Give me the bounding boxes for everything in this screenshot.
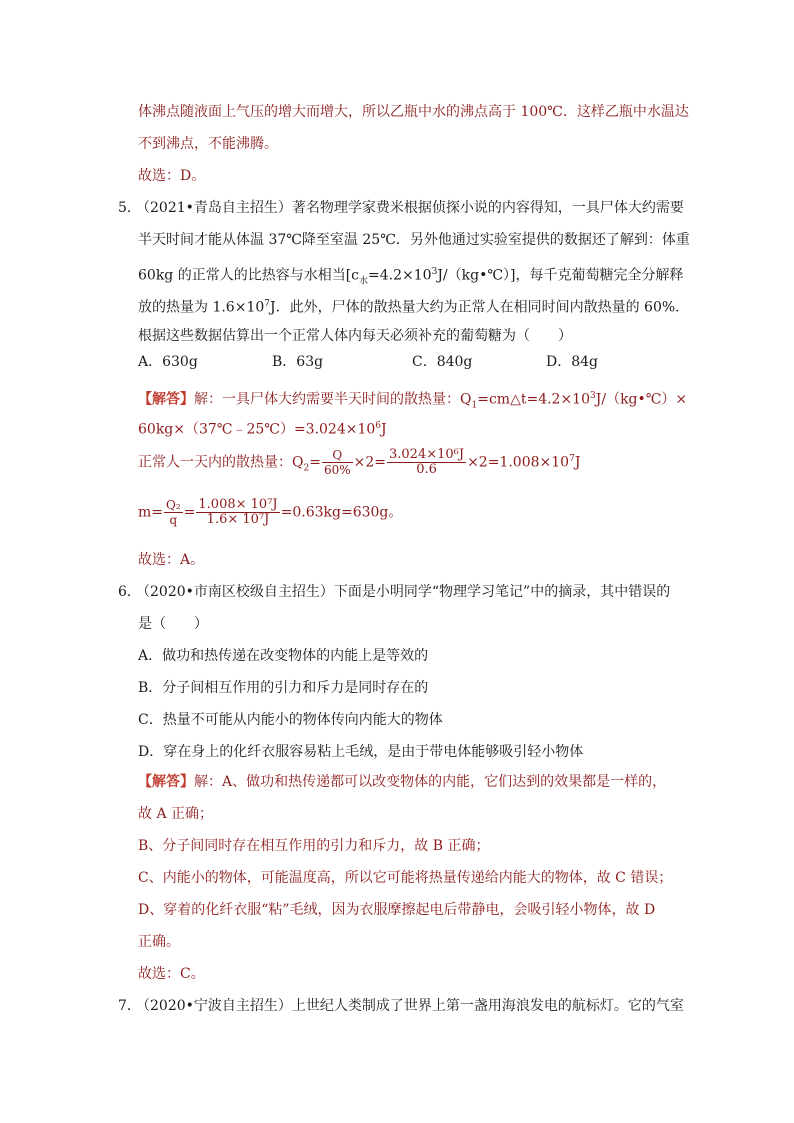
q5-sol3-fraction-1	[322, 448, 353, 477]
q6-option-a: A．做功和热传递在改变物体的内能上是等效的	[138, 648, 429, 664]
q5-sol1-b: =cm△t=4.2×10	[477, 391, 590, 408]
q6-solution-line-2: 故 A 正确；	[138, 806, 214, 822]
q5-stem-line-4	[138, 294, 689, 318]
q5-sol4-fraction-1-num: Q₂	[166, 498, 181, 512]
q5-stem-line-3-b: =4.2×10	[368, 267, 432, 284]
q5-sol4-c: =0.63kg=630g。	[280, 504, 403, 521]
q5-stem-line-4-a: 放的热量为 1.6×10	[138, 299, 265, 316]
q5-sol1-c: J/（kg•℃）×	[595, 391, 688, 408]
q5-sol1-sub: 1	[471, 400, 478, 411]
q6-solution-line-6: 正确。	[138, 934, 180, 950]
q5-sol4-fraction-2-num: 1.008× 10⁷J	[198, 497, 278, 512]
q6-solution-tag: 【解答】	[138, 774, 194, 790]
q5-solution-tag: 【解答】	[138, 391, 194, 408]
q5-sol3-fraction-2	[387, 448, 466, 477]
q5-solution-line-2	[138, 416, 387, 440]
q5-sol4-fraction-2	[196, 498, 279, 527]
q5-sol1-sup: 3	[590, 391, 596, 401]
q5-sol3-c: ×2=	[353, 454, 386, 471]
q5-sol3-fraction-2-num: 3.024×10⁶J	[389, 447, 465, 462]
q5-sol4-fraction-1-den: q	[169, 513, 178, 527]
q6-solution-line-4: C、内能小的物体，可能温度高，所以它可能将热量传递给内能大的物体，故 C 错误；	[138, 870, 673, 886]
q5-sol1-a: 解：一具尸体大约需要半天时间的散热量：Q	[194, 391, 472, 408]
q6-solution-line-3: B、分子间同时存在相互作用的引力和斥力，故 B 正确；	[138, 838, 490, 854]
q5-solution-line-4	[138, 498, 402, 527]
q5-sol3-fraction-1-num: Q	[322, 448, 353, 463]
q6-solution-line-5: D、穿着的化纤衣服“粘”毛绒，因为衣服摩擦起电后带静电，会吸引轻小物体，故 D	[138, 902, 656, 918]
q5-sol4-fraction-1	[164, 498, 183, 527]
q5-sol2-a: 60kg×（37℃﹣25℃）=3.024×10	[138, 421, 376, 438]
q6-number: 6．	[118, 584, 141, 600]
q5-sol2-sup: 6	[375, 421, 382, 431]
q5-sol3-sub: 2	[303, 463, 310, 474]
q7-number: 7．	[118, 998, 141, 1014]
q5-stem-line-4-b: J．此外，尸体的散热量大约为正常人在相同时间内散热量的 60%．	[270, 299, 690, 316]
q6-solution-line-1	[138, 772, 666, 792]
q5-solution-line-3	[138, 448, 580, 478]
q5-sol3-e: J	[574, 454, 581, 471]
q5-stem-line-1: （2021•青岛自主招生）著名物理学家费米根据侦探小说的内容得知，一具尸体大约需要	[136, 200, 684, 216]
q5-sol3-b: =	[309, 454, 321, 471]
q5-stem-line-2: 半天时间才能从体温 37℃降至室温 25℃．另外他通过实验室提供的数据还了解到：体重	[138, 232, 690, 248]
q5-option-c: C．840g	[412, 354, 473, 370]
q5-sol4-a: m=	[138, 504, 164, 521]
q5-sol3-d: ×2=1.008×10	[467, 454, 570, 471]
q5-option-d: D．84g	[546, 354, 599, 370]
q5-stem-line-3-sub: 水	[359, 276, 369, 287]
q5-stem-line-3	[138, 262, 683, 291]
intro-line-1: 体沸点随液面上气压的增大而增大，所以乙瓶中水的沸点高于 100℃．这样乙瓶中水温达	[138, 104, 689, 120]
q6-stem-line-2: 是（ ）	[138, 616, 208, 632]
q6-sol1-text: 解：A、做功和热传递都可以改变物体的内能，它们达到的效果都是一样的，	[194, 774, 667, 790]
q7-stem-line-1: （2020•宁波自主招生）上世纪人类制成了世界上第一盏用海浪发电的航标灯。它的气室	[136, 998, 684, 1014]
q5-sol4-b: =	[183, 504, 196, 521]
q5-sol4-fraction-2-den: 1.6× 10⁷J	[206, 512, 270, 527]
q5-sol3-fraction-2-den: 0.6	[416, 462, 437, 477]
q5-sol3-sup: 7	[569, 453, 575, 464]
q5-answer: 故选：A。	[138, 552, 205, 568]
q5-stem-line-3-a: 60kg 的正常人的比热容与水相当[c	[138, 267, 360, 284]
q5-sol2-b: J	[381, 421, 387, 438]
q5-option-a: A．630g	[138, 354, 198, 370]
q5-stem-line-3-c: J/（kg•℃）]，每千克葡萄糖完全分解释	[437, 267, 684, 284]
q5-number: 5．	[118, 200, 141, 216]
intro-answer: 故选：D。	[138, 168, 206, 184]
q5-stem-line-4-sup: 7	[264, 299, 270, 309]
q5-sol3-fraction-1-den: 60%	[323, 463, 351, 477]
q5-solution-line-1	[138, 386, 687, 415]
intro-line-2: 不到沸点，不能沸腾。	[138, 136, 278, 152]
q5-stem-line-5: 根据这些数据估算出一个正常人体内每天必须补充的葡萄糖为（ ）	[138, 328, 572, 344]
q6-option-b: B．分子间相互作用的引力和斥力是同时存在的	[138, 680, 429, 696]
q6-answer: 故选：C。	[138, 966, 205, 982]
q6-stem-line-1: （2020•市南区校级自主招生）下面是小明同学“物理学习笔记”中的摘录，其中错误的	[136, 584, 671, 600]
q5-sol3-a: 正常人一天内的散热量：Q	[138, 454, 304, 471]
q5-stem-line-3-sup: 3	[431, 267, 438, 277]
q6-option-d: D．穿在身上的化纤衣服容易粘上毛绒，是由于带电体能够吸引轻小物体	[138, 744, 584, 760]
q5-option-b: B．63g	[272, 354, 324, 370]
q6-option-c: C．热量不可能从内能小的物体传向内能大的物体	[138, 712, 443, 728]
